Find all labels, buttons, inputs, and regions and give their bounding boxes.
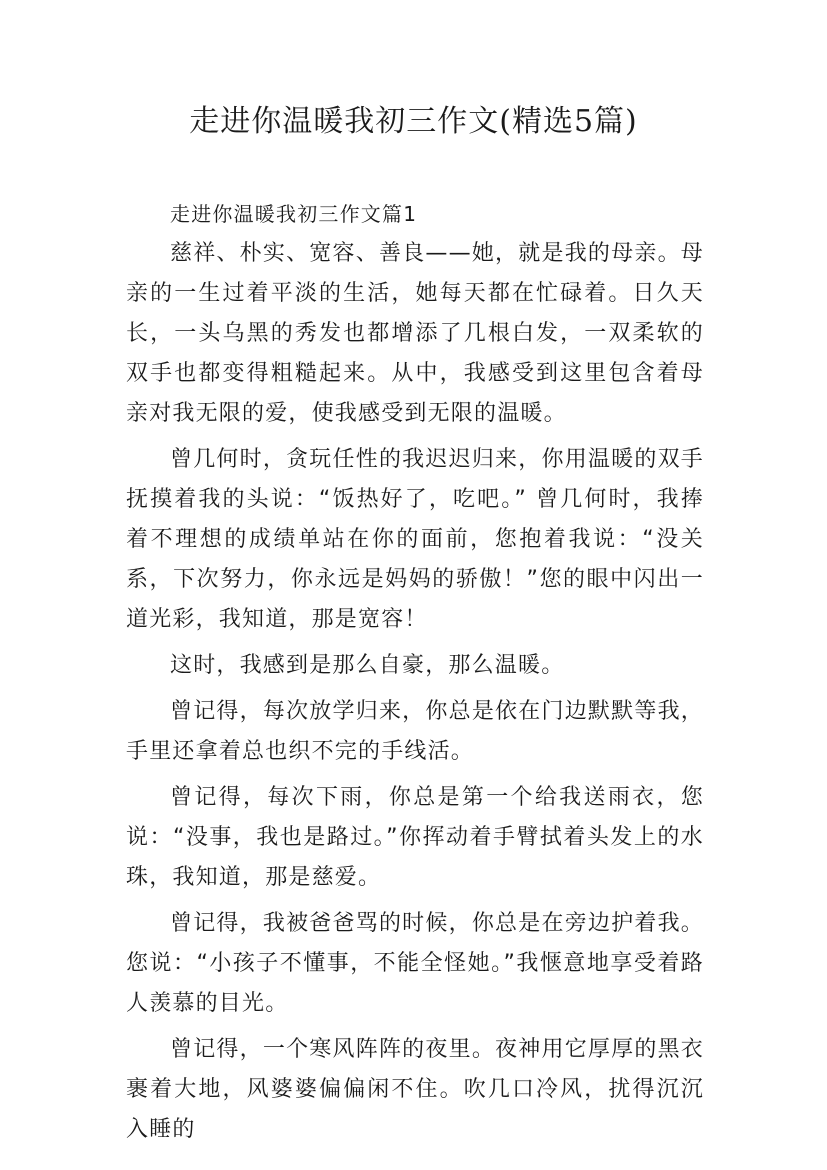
paragraph-1: 慈祥、朴实、宽容、善良——她，就是我的母亲。母亲的一生过着平淡的生活，她每天都在忙碌着。日久天长，一头乌黑的秀发也都增添了几根白发，一双柔软的双手也都变得粗糙起来。从中，我感受到这里包含着母亲对我无限的爱，使我感受到无限的温暖。 [126, 241, 704, 426]
section-heading: 走进你温暖我初三作文篇1 [170, 202, 418, 226]
paragraph-3: 这时，我感到是那么自豪，那么温暖。 [170, 653, 565, 678]
paragraph-7: 曾记得，一个寒风阵阵的夜里。夜神用它厚厚的黑衣裹着大地，风婆婆偏偏闲不住。吹几口冷风，扰得沉沉入睡的 [126, 1037, 704, 1142]
document-body [126, 194, 704, 1156]
paragraph-2: 曾几何时，贪玩任性的我迟迟归来，你用温暖的双手抚摸着我的头说：“饭热好了，吃吧。” 曾几何时，我捧着不理想的成绩单站在你的面前，您抱着我说：“没关系，下次努力，你永远是妈妈的骄傲！”您的眼中闪出一道光彩，我知道，那是宽容！ [126, 447, 704, 632]
document-title: 走进你温暖我初三作文(精选5篇) [189, 104, 638, 139]
paragraph-5: 曾记得，每次下雨，你总是第一个给我送雨衣，您说：“没事，我也是路过。”你挥动着手臂拭着头发上的水珠，我知道，那是慈爱。 [126, 785, 704, 890]
paragraph-4: 曾记得，每次放学归来，你总是依在门边默默等我，手里还拿着总也织不完的手线活。 [126, 699, 704, 764]
paragraph-6: 曾记得，我被爸爸骂的时候，你总是在旁边护着我。您说：“小孩子不懂事，不能全怪她。”我惬意地享受着路人羡慕的目光。 [126, 911, 704, 1016]
